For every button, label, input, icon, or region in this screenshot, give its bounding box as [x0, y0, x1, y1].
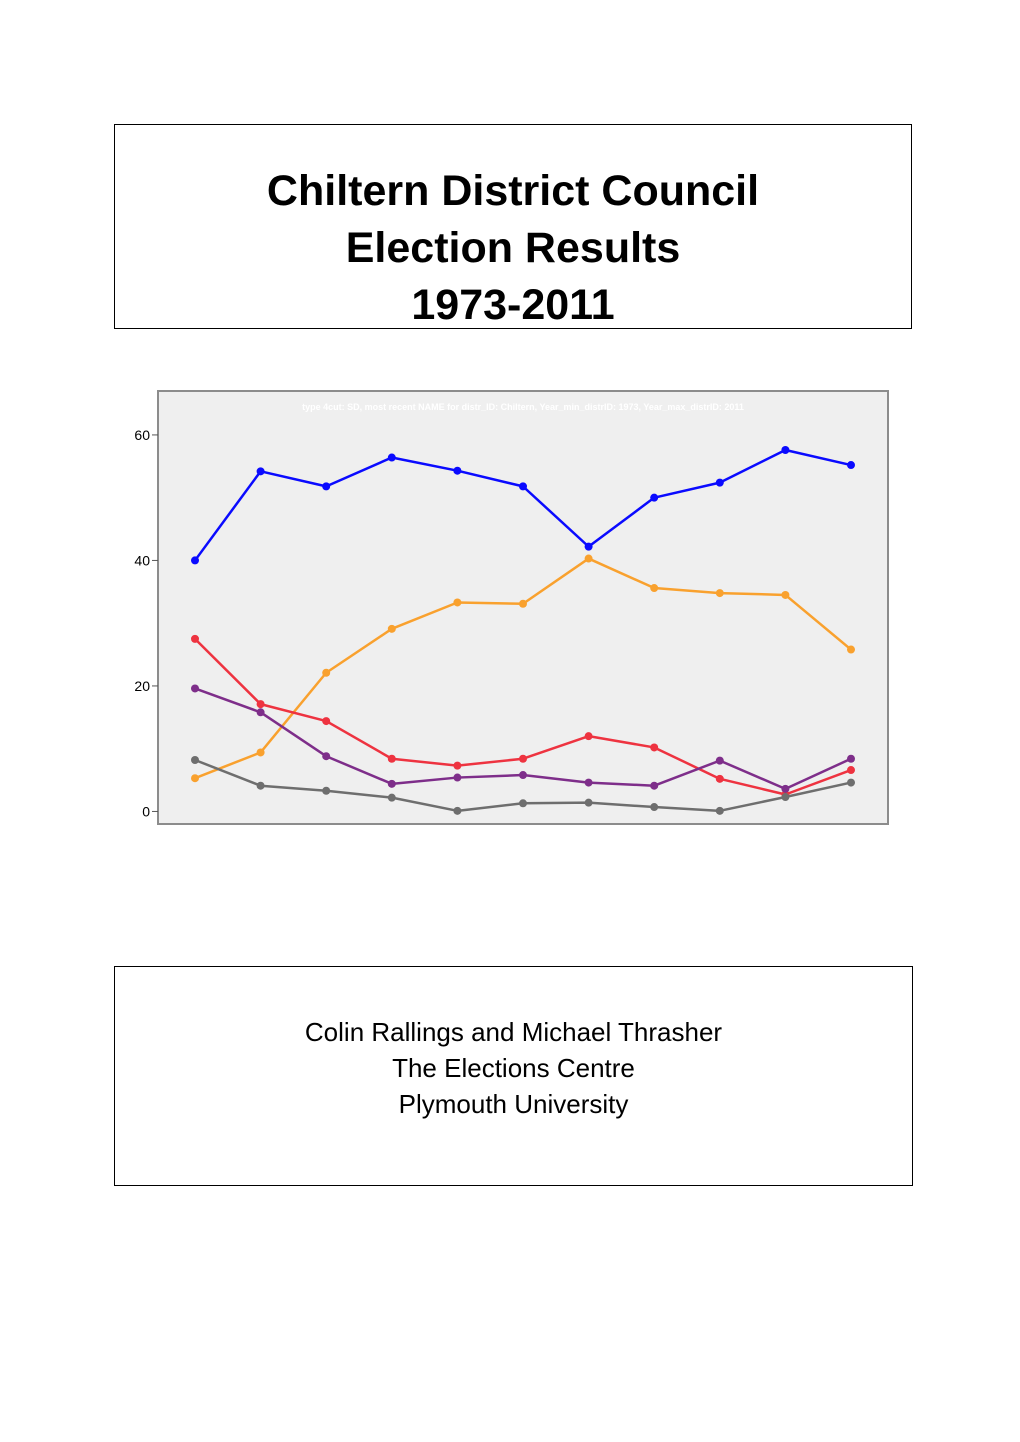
- data-point: [585, 779, 593, 787]
- data-point: [191, 556, 199, 564]
- data-point: [847, 755, 855, 763]
- data-point: [781, 591, 789, 599]
- data-point: [585, 543, 593, 551]
- author-names: Colin Rallings and Michael Thrasher: [304, 1017, 723, 1047]
- data-point: [322, 752, 330, 760]
- author-university: Plymouth University: [398, 1089, 629, 1119]
- y-tick-label: 20: [134, 677, 150, 694]
- data-point: [781, 793, 789, 801]
- data-point: [322, 482, 330, 490]
- data-point: [453, 598, 461, 606]
- data-point: [650, 782, 658, 790]
- data-point: [847, 646, 855, 654]
- election-chart: [120, 380, 900, 840]
- data-point: [650, 494, 658, 502]
- y-tick-label: 0: [142, 803, 150, 820]
- data-point: [388, 454, 396, 462]
- data-point: [388, 625, 396, 633]
- data-point: [388, 794, 396, 802]
- author-box: [114, 966, 913, 1186]
- data-point: [519, 482, 527, 490]
- author-block: [115, 967, 912, 1122]
- data-point: [519, 755, 527, 763]
- title-block: [115, 125, 911, 334]
- data-point: [257, 748, 265, 756]
- data-point: [716, 807, 724, 815]
- data-point: [781, 446, 789, 454]
- data-point: [519, 771, 527, 779]
- data-point: [257, 782, 265, 790]
- data-point: [716, 757, 724, 765]
- data-point: [453, 807, 461, 815]
- data-point: [847, 779, 855, 787]
- data-point: [519, 600, 527, 608]
- data-point: [585, 555, 593, 563]
- data-point: [388, 755, 396, 763]
- data-point: [519, 799, 527, 807]
- data-point: [716, 775, 724, 783]
- data-point: [191, 774, 199, 782]
- data-point: [716, 589, 724, 597]
- data-point: [388, 780, 396, 788]
- data-point: [322, 787, 330, 795]
- data-point: [650, 743, 658, 751]
- data-point: [257, 700, 265, 708]
- data-point: [650, 584, 658, 592]
- data-point: [257, 467, 265, 475]
- data-point: [453, 467, 461, 475]
- title-line-2: Election Results: [345, 224, 681, 272]
- data-point: [847, 766, 855, 774]
- data-point: [191, 756, 199, 764]
- data-point: [322, 717, 330, 725]
- chart-subtitle: type 4cut: SD, most recent NAME for distr_ID: Chiltern, Year_min_distrID: 1973, Year_max_distrID: 2011: [302, 402, 744, 412]
- data-point: [847, 461, 855, 469]
- data-point: [191, 635, 199, 643]
- data-point: [585, 799, 593, 807]
- data-point: [650, 803, 658, 811]
- y-tick-label: 60: [134, 426, 150, 443]
- title-line-1: Chiltern District Council: [266, 167, 760, 215]
- chart-svg: [120, 380, 900, 840]
- y-tick-label: 40: [134, 552, 150, 569]
- data-point: [585, 732, 593, 740]
- title-box: [114, 124, 912, 329]
- data-point: [257, 708, 265, 716]
- author-organisation: The Elections Centre: [392, 1053, 635, 1083]
- data-point: [716, 479, 724, 487]
- data-point: [322, 669, 330, 677]
- data-point: [453, 762, 461, 770]
- y-axis: [134, 427, 158, 820]
- data-point: [453, 774, 461, 782]
- data-point: [781, 785, 789, 793]
- title-line-3: 1973-2011: [411, 281, 615, 329]
- data-point: [191, 684, 199, 692]
